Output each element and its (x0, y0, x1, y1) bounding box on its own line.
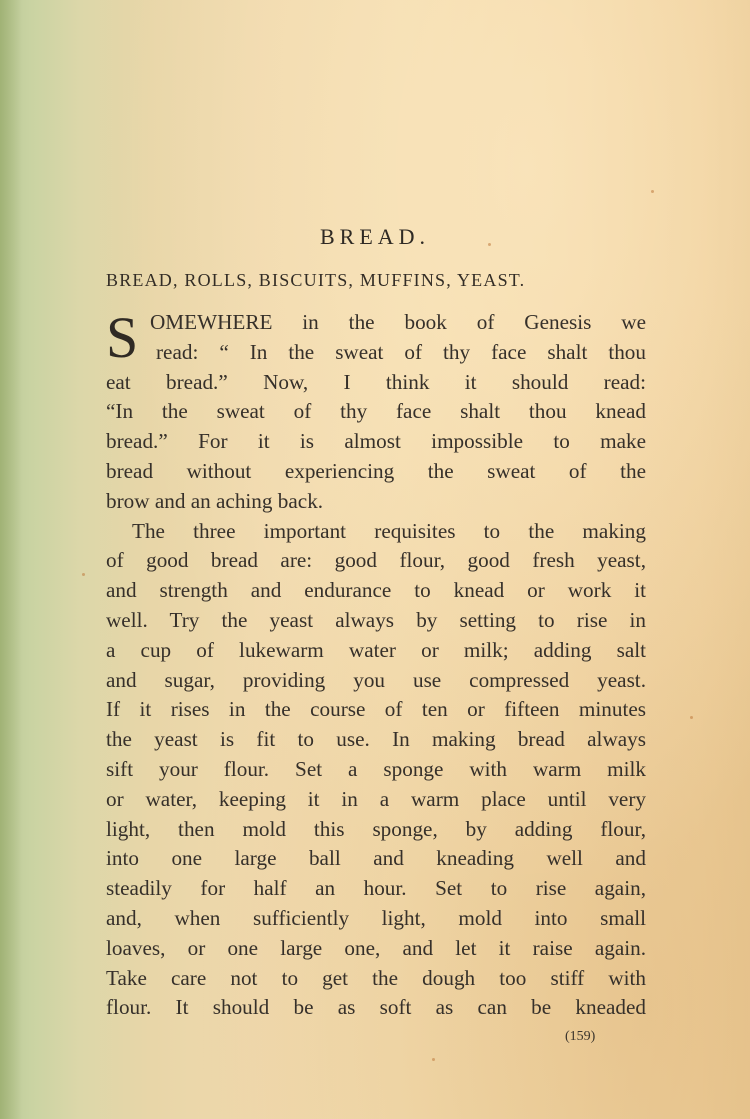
text-line: sift your flour. Set a sponge with warm milk (106, 756, 646, 781)
text-line: eat bread.” Now, I think it should read: (106, 369, 646, 394)
text-line: read: “ In the sweat of thy face shalt thou (156, 339, 646, 364)
page-title: BREAD. (319, 224, 431, 249)
text-line: and strength and endurance to knead or work it (106, 578, 646, 603)
text-line: The three important requisites to the making (132, 518, 646, 543)
text-line: loaves, or one large one, and let it raise again. (106, 935, 646, 960)
text-line: steadily for half an hour. Set to rise again, (106, 876, 646, 901)
text-line: brow and an aching back. (106, 488, 324, 513)
page-number: (159) (565, 1029, 596, 1044)
paragraph-2 (106, 517, 646, 1024)
paper-speck (82, 573, 85, 576)
page-gutter-shadow (0, 0, 22, 1119)
paper-speck (651, 190, 654, 193)
text-line: or water, keeping it in a warm place until very (106, 786, 646, 811)
drop-cap-letter: S (106, 305, 139, 370)
text-line: If it rises in the course of ten or fifteen minutes (106, 697, 646, 722)
text-line: “In the sweat of thy face shalt thou knead (106, 399, 646, 424)
text-line: and, when sufficiently light, mold into small (106, 905, 646, 930)
section-subheading: BREAD, ROLLS, BISCUITS, MUFFINS, YEAST. (106, 270, 526, 290)
text-line: light, then mold this sponge, by adding flour, (106, 816, 646, 841)
text-line: bread.” For it is almost impossible to make (106, 429, 646, 454)
text-line: a cup of lukewarm water or milk; adding salt (106, 637, 646, 662)
text-line: bread without experiencing the sweat of the (106, 458, 646, 483)
text-line: into one large ball and kneading well and (106, 846, 646, 871)
text-line: Take care not to get the dough too stiff with (106, 965, 646, 990)
paragraph-1 (106, 305, 646, 517)
text-line: the yeast is fit to use. In making bread always (106, 727, 646, 752)
paper-speck (432, 1058, 435, 1061)
text-line: and sugar, providing you use compressed yeast. (106, 667, 646, 692)
text-line: OMEWHERE in the book of Genesis we (150, 310, 646, 334)
text-line: flour. It should be as soft as can be kneaded (106, 995, 646, 1020)
text-line: well. Try the yeast always by setting to rise in (106, 607, 646, 632)
body-text (106, 305, 646, 1023)
paper-speck (690, 716, 693, 719)
text-line: of good bread are: good flour, good fresh yeast, (106, 548, 646, 573)
